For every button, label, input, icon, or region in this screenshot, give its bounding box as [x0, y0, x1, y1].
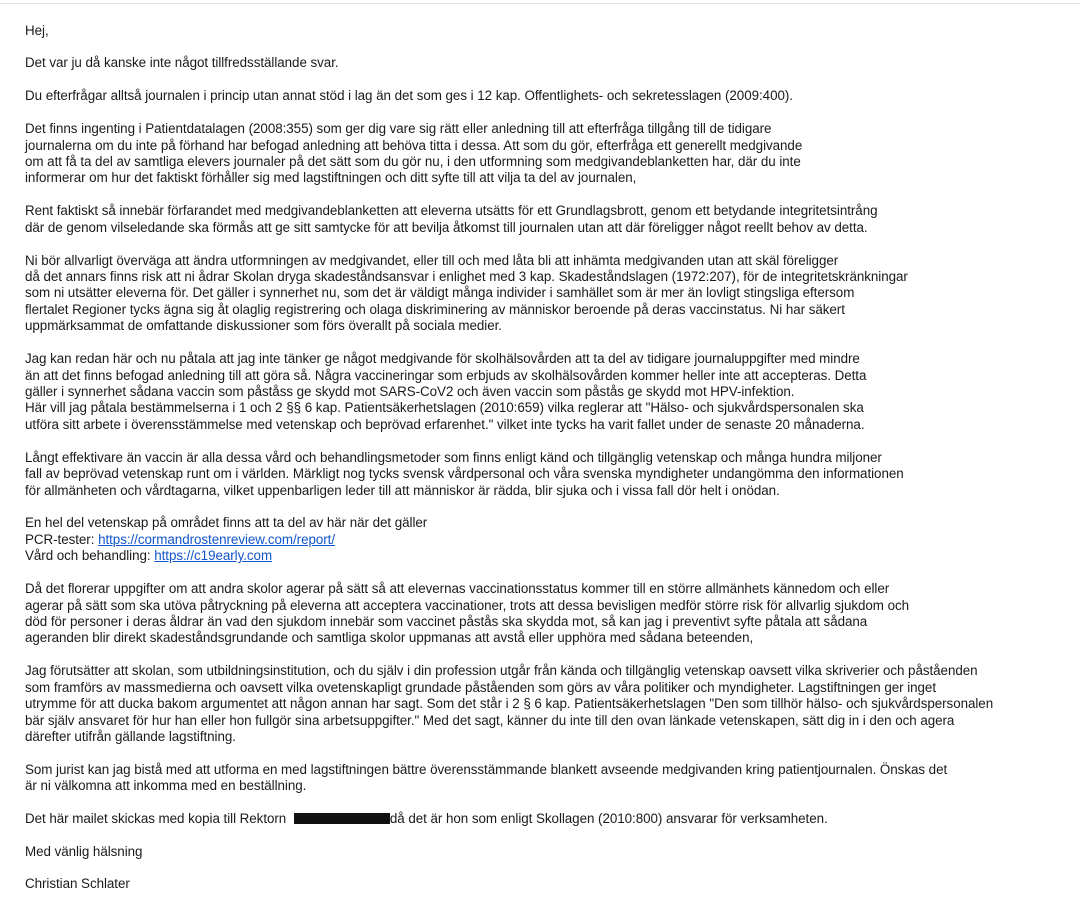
paragraph-line: journalerna om du inte på förhand har befogad anledning att behöva titta i dessa. Att som du gör, efterfråga ett generellt medgivande — [25, 137, 803, 153]
paragraph — [25, 121, 1070, 187]
paragraph-line: Som jurist kan jag bistå med att utforma en med lagstiftningen bättre överensstämmande blankett avseende medgivanden kring patientjournalen. Önskas det — [25, 761, 948, 777]
paragraph-line: än att det finns befogad anledning till att göra så. Några vaccineringar som erbjuds av skolhälsovården kommer heller inte att accepteras. Detta — [25, 367, 867, 383]
paragraph-line: där de genom vilseledande ska förmås att ge sitt samtycke för att bevilja åtkomst till journalen utan att där föreligger något reellt behov av detta. — [25, 219, 868, 235]
signature — [25, 876, 1070, 892]
paragraph-line: Rent faktiskt så innebär förfarandet med medgivandeblanketten att eleverna utsätts för ett Grundlagsbrott, genom ett betydande integritetsintrång — [25, 203, 878, 219]
care-link[interactable]: https://c19early.com — [154, 548, 273, 564]
paragraph-line: som framförs av massmedierna och oavsett vilka ovetenskapligt grundade påståenden som görs av våra politiker och myndigheter. Lagstiftningen ger inget — [25, 679, 937, 695]
paragraphs-after — [25, 581, 1070, 794]
paragraph-line: Här vill jag påtala bestämmelserna i 1 och 2 §§ 6 kap. Patientsäkerhetslagen (2010:659) vilka reglerar att "Hälso- och sjukvårdspersonalen ska — [25, 400, 864, 416]
science-links — [25, 515, 1070, 564]
paragraph — [25, 762, 1070, 795]
paragraph-line: Då det florerar uppgifter om att andra skolor agerar på sätt så att elevernas vaccinationsstatus kommer till en större allmänhets kännedom och eller — [25, 581, 890, 597]
paragraph-line: Långt effektivare än vaccin är alla dessa vård och behandlingsmetoder som finns enligt känd och tillgänglig vetenskap och många hundra miljoner — [25, 449, 882, 465]
paragraph — [25, 581, 1070, 647]
paragraph — [25, 55, 1070, 71]
signature-text: Christian Schlater — [25, 876, 130, 892]
greeting-text: Hej, — [25, 23, 49, 38]
paragraph-line: Ni bör allvarligt överväga att ändra utformningen av medgivandet, eller till och med låta bli att inhämta medgivanden utan att skäl föreligger — [25, 252, 839, 268]
paragraph-line: ageranden blir direkt skadeståndsgrundande och samtliga skolor uppmanas att avstå eller upphöra med sådana beteenden, — [25, 630, 754, 646]
paragraph — [25, 88, 1070, 104]
paragraph — [25, 450, 1070, 499]
redaction-bar — [294, 813, 390, 824]
paragraph-line: då det annars finns risk att ni ådrar Skolan dryga skadeståndsansvar i enlighet med 3 kap. Skadeståndslagen (1972:207), för de integritetskränkningar — [25, 269, 908, 285]
paragraph-line: agerar på sätt som ska utöva påtryckning på eleverna att acceptera vaccinationer, trots att dessa bevisligen medför större risk för allvarlig sjukdom och — [25, 597, 910, 613]
paragraph-line: utföra sitt arbete i överensstämmelse med vetenskap och beprövad erfarenhet." vilket inte tycks ha varit fallet under de senaste 20 månaderna. — [25, 416, 865, 432]
copy-note-line — [25, 811, 1070, 827]
pcr-label: PCR-tester: — [25, 531, 99, 547]
paragraph — [25, 663, 1070, 745]
paragraphs-before — [25, 55, 1070, 499]
care-label: Vård och behandling: — [25, 548, 155, 564]
pcr-link[interactable]: https://cormandrostenreview.com/report/ — [98, 531, 336, 547]
closing-text: Med vänlig hälsning — [25, 844, 143, 860]
copy-note — [25, 811, 1070, 827]
care-line — [25, 548, 1070, 564]
paragraph-line: därefter utifrån gällande lagstiftning. — [25, 728, 236, 744]
paragraph-line: fall av beprövad vetenskap runt om i världen. Märkligt nog tycks svensk vårdpersonal och våra svenska myndigheter undangömma den informationen — [25, 466, 904, 482]
paragraph-line: Det var ju då kanske inte något tillfredsställande svar. — [25, 55, 339, 71]
paragraph-line: Jag kan redan här och nu påtala att jag inte tänker ge något medgivande för skolhälsovården att ta del av tidigare journaluppgifter med mindre — [25, 351, 860, 367]
paragraph-line: som ni utsätter eleverna för. Det gäller i synnerhet nu, som det är väldigt många individer i samhället som är mer än lovligt stingsliga eftersom — [25, 285, 855, 301]
closing — [25, 844, 1070, 860]
paragraph-line: uppmärksammat de omfattande diskussioner som förs överallt på sociala medier. — [25, 318, 502, 334]
paragraph-line: om att få ta del av samtliga elevers journaler på det sätt som du gör nu, i den utformning som medgivandeblanketten har, där du inte — [25, 154, 801, 170]
paragraph-line: Jag förutsätter att skolan, som utbildningsinstitution, och du själv i din profession utgår från kända och tillgänglig vetenskap oavsett vilka skriverier och påståenden — [25, 663, 978, 679]
copy-note-before: Det här mailet skickas med kopia till Rektorn — [25, 811, 290, 827]
paragraph-line: utrymme för att ducka bakom argumentet att någon annan har sagt. Som det står i 2 § 6 kap. Patientsäkerhetslagen "Den som tillhör hälso- och sjukvårdspersonalen — [25, 696, 994, 712]
email-body — [25, 23, 1070, 909]
paragraph-line: för allmänheten och vårdtagarna, vilket uppenbarligen leder till att människor är rädda, blir sjuka och i vissa fall dör helt i onödan. — [25, 482, 780, 498]
paragraph-line: bär själv ansvaret för hur han eller hon fullgör sina arbetsuppgifter." Med det sagt, känner du inte till den ovan länkade vetenskapen, sätt dig in i den och agera — [25, 712, 955, 728]
paragraph-line: informerar om hur det faktiskt förhåller sig med lagstiftningen och ditt syfte till att vilja ta del av journalen, — [25, 170, 637, 186]
paragraph — [25, 351, 1070, 433]
paragraph-line: flertalet Regioner tycks ägna sig åt olaglig registrering och olaga diskriminering av människor beroende på deras vaccinstatus. Ni har säkert — [25, 301, 845, 317]
science-intro: En hel del vetenskap på området finns att ta del av här när det gäller — [25, 515, 428, 531]
greeting — [25, 23, 1070, 39]
copy-note-after: då det är hon som enligt Skollagen (2010:800) ansvarar för verksamheten. — [389, 811, 828, 827]
pcr-line — [25, 532, 1070, 548]
paragraph-line: Du efterfrågar alltså journalen i princip utan annat stöd i lag än det som ges i 12 kap. Offentlighets- och sekretesslagen (2009:400). — [25, 88, 793, 104]
paragraph — [25, 203, 1070, 236]
paragraph-line: gäller i synnerhet sådana vaccin som påståss ge skydd mot SARS-CoV2 och även vaccin som påstås ge skydd mot HPV-infektion. — [25, 384, 795, 399]
top-divider — [0, 0, 1080, 4]
paragraph-line: är ni välkomna att inkomma med en beställning. — [25, 778, 307, 794]
paragraph-line: Det finns ingenting i Patientdatalagen (2008:355) som ger dig vare sig rätt eller anledning till att efterfråga tillgång till de tidigare — [25, 121, 772, 137]
paragraph — [25, 253, 1070, 335]
paragraph-line: död för personer i deras åldrar än vad den sjukdom innebär som vaccinet påstås ska skydda mot, så kan jag i preventivt syfte påtala att sådana — [25, 613, 868, 629]
